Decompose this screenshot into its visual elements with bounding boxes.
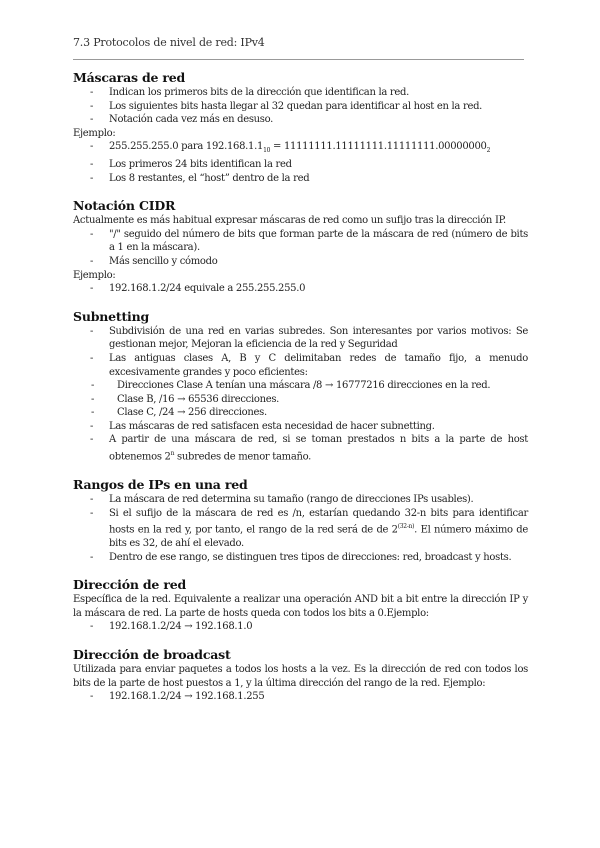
section-broadcast — [73, 647, 528, 704]
list-item: - Subdivisión de una red en varias subredes. Son interesantes por varios motivos: Se gestionan mejor, Mejoran la eficiencia de la red y Seguridad — [73, 325, 528, 352]
section-rangos — [73, 477, 528, 564]
example-label: Ejemplo: — [73, 269, 116, 281]
paragraph: Utilizada para enviar paquetes a todos los hosts a la vez. Es la dirección de red con todos los bits de la parte de host puestos a 1, y la última dirección del rango de la red. Ejemplo: — [73, 664, 528, 689]
list-item: - Más sencillo y cómodo — [73, 255, 528, 269]
broadcast-list — [73, 690, 528, 704]
paragraph: Actualmente es más habitual expresar máscaras de red como un sufijo tras la dirección IP. — [73, 215, 506, 227]
subnetting-sublist — [73, 379, 528, 420]
example-label: Ejemplo: — [73, 127, 116, 139]
list-item: - Los primeros 24 bits identifican la red — [73, 158, 528, 172]
subnetting-list — [73, 325, 528, 379]
list-item: - 192.168.1.2/24 → 192.168.1.255 — [73, 690, 528, 704]
list-item: - La máscara de red determina su tamaño (rango de direcciones IPs usables). — [73, 493, 528, 507]
list-item: - A partir de una máscara de red, si se toman prestados n bits a la parte de host obtenemos 2$^n$ subredes de menor tamaño. — [73, 433, 528, 464]
list-item: - Las máscaras de red satisfacen esta necesidad de hacer subnetting. — [73, 420, 528, 434]
list-item: - Notación cada vez más en desuso. — [73, 113, 528, 127]
list-item: - 192.168.1.2/24 equivale a 255.255.255.0 — [73, 282, 528, 296]
page-header: 7.3 Protocolos de nivel de red: IPv4 — [73, 36, 265, 49]
subnetting-list-cont — [73, 420, 528, 464]
list-item: - 255.255.255.0 para $192.168.1.1_{10} = 11111111.11111111.11111111.00000000_2$ — [73, 140, 528, 158]
section-title-rangos: Rangos de IPs en una red — [73, 476, 248, 492]
section-title-cidr: Notación CIDR — [73, 198, 176, 214]
section-title-mascaras: Máscaras de red — [73, 70, 186, 85]
paragraph: Específica de la red. Equivalente a realizar una operación AND bit a bit entre la dirección IP y la máscara de red. La parte de hosts queda con todos los bits a 0.Ejemplo: — [73, 594, 528, 619]
section-title-broadcast: Dirección de broadcast — [73, 647, 231, 663]
section-title-direccion-red: Dirección de red — [73, 577, 186, 593]
list-item: - Las antiguas clases A, B y C delimitaban redes de tamaño fijo, a menudo excesivamente grandes y poco eficientes: — [73, 352, 528, 379]
list-item: - 192.168.1.2/24 → 192.168.1.0 — [73, 620, 528, 634]
section-cidr — [73, 198, 528, 296]
section-subnetting — [73, 309, 528, 464]
mascaras-list — [73, 86, 528, 127]
list-item: - Los 8 restantes, el “host” dentro de la red — [73, 172, 528, 186]
list-item: - Direcciones Clase A tenían una máscara /8 → 16777216 direcciones en la red. — [73, 379, 528, 393]
list-item: - Dentro de ese rango, se distinguen tres tipos de direcciones: red, broadcast y hosts. — [73, 551, 528, 565]
cidr-example-list — [73, 282, 528, 296]
cidr-list — [73, 228, 528, 269]
section-title-subnetting: Subnetting — [73, 308, 150, 324]
section-mascaras — [73, 70, 528, 185]
list-item: - Clase C, /24 → 256 direcciones. — [73, 406, 528, 420]
list-item: - Si el sufijo de la máscara de red es /n, estarían quedando 32-n bits para identificar hosts en la red y, por tanto, el rango de la red será de de 2$^{(32-n)}$. El número máximo de bits es 32, de ahí el elevado. — [73, 507, 528, 551]
header-divider — [73, 59, 524, 60]
list-item: - Indican los primeros bits de la dirección que identifican la red. — [73, 86, 528, 100]
document-body — [73, 70, 528, 717]
direccion-red-list — [73, 620, 528, 634]
list-item: - Clase B, /16 → 65536 direcciones. — [73, 393, 528, 407]
list-item: - "/" seguido del número de bits que forman parte de la máscara de red (número de bits a 1 en la máscara). — [73, 228, 528, 255]
rangos-list — [73, 493, 528, 564]
mascaras-example-list — [73, 140, 528, 185]
list-item: - Los siguientes bits hasta llegar al 32 quedan para identificar al host en la red. — [73, 100, 528, 114]
section-direccion-red — [73, 577, 528, 634]
